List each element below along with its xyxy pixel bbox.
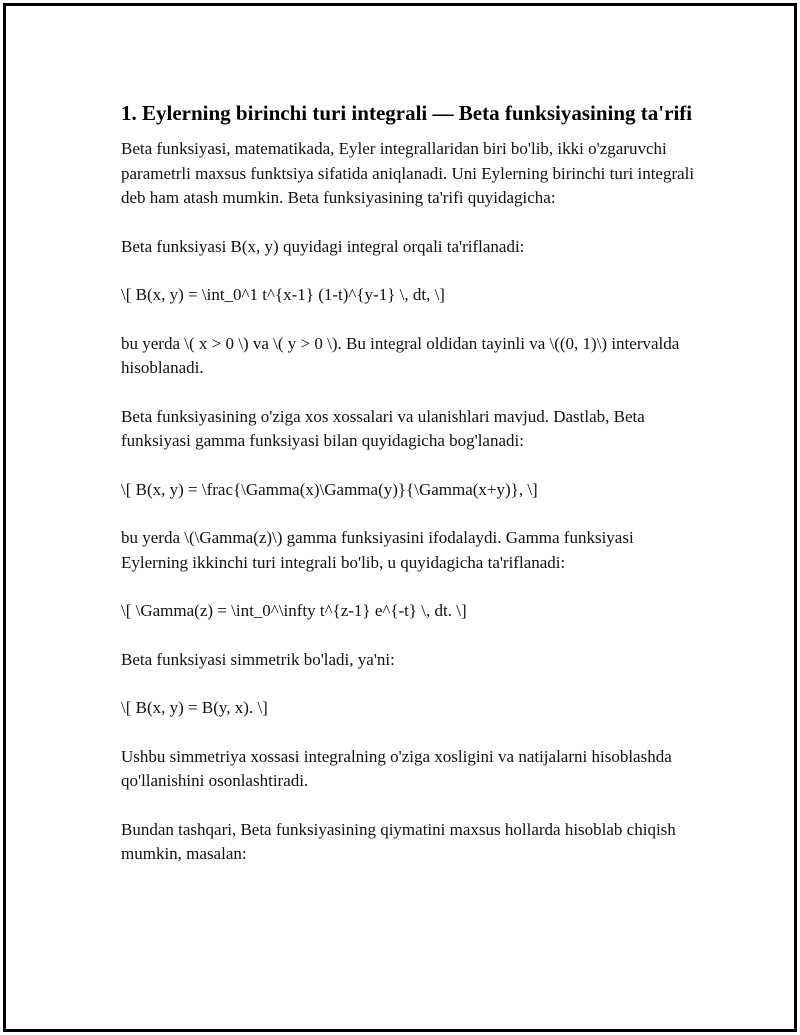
paragraph-symmetry-note: Ushbu simmetriya xossasi integralning o'ziga xosligini va natijalarni hisoblashda qo'llanishini osonlashtiradi.: [121, 746, 672, 790]
formula-symmetry: \[ B(x, y) = B(y, x). \]: [121, 698, 268, 717]
paragraph-domain: bu yerda \( x > 0 \) va \( y > 0 \). Bu integral oldidan tayinli va \((0, 1)\) intervalda hisoblanadi.: [121, 333, 680, 377]
formula-gamma-integral: \[ \Gamma(z) = \int_0^\infty t^{z-1} e^{-t} \, dt. \]: [121, 601, 467, 620]
formula-beta-integral: \[ B(x, y) = \int_0^1 t^{x-1} (1-t)^{y-1} \, dt, \]: [121, 285, 445, 304]
page-frame: [3, 3, 797, 1032]
paragraph-gamma-relation-lead: Beta funksiyasining o'ziga xos xossalari va ulanishlari mavjud. Dastlab, Beta funksiyasi gamma funksiyasi bilan quyidagicha bog'lanadi:: [121, 406, 645, 450]
document-body: [121, 99, 701, 891]
paragraph-special-cases: Bundan tashqari, Beta funksiyasining qiymatini maxsus hollarda hisoblab chiqish mumkin, masalan:: [121, 819, 676, 863]
paragraph-intro: Beta funksiyasi, matematikada, Eyler integrallaridan biri bo'lib, ikki o'zgaruvchi parametrli maxsus funktsiya sifatida aniqlanadi. Uni Eylerning birinchi turi integrali deb ham atash mumkin. Beta funksiyasining ta'rifi quyidagicha:: [121, 139, 695, 207]
formula-beta-gamma: \[ B(x, y) = \frac{\Gamma(x)\Gamma(y)}{\Gamma(x+y)}, \]: [121, 479, 538, 499]
paragraph-gamma-definition-lead: bu yerda \(\Gamma(z)\) gamma funksiyasini ifodalaydi. Gamma funksiyasi Eylerning ikkinchi turi integrali bo'lib, u quyidagicha ta'riflanadi:: [121, 528, 634, 572]
section-title: 1. Eylerning birinchi turi integrali — Beta funksiyasining ta'rifi: [121, 101, 693, 125]
paragraph-definition-lead: Beta funksiyasi B(x, y) quyidagi integral orqali ta'riflanadi:: [121, 236, 525, 256]
paragraph-symmetry-lead: Beta funksiyasi simmetrik bo'ladi, ya'ni:: [121, 649, 395, 669]
